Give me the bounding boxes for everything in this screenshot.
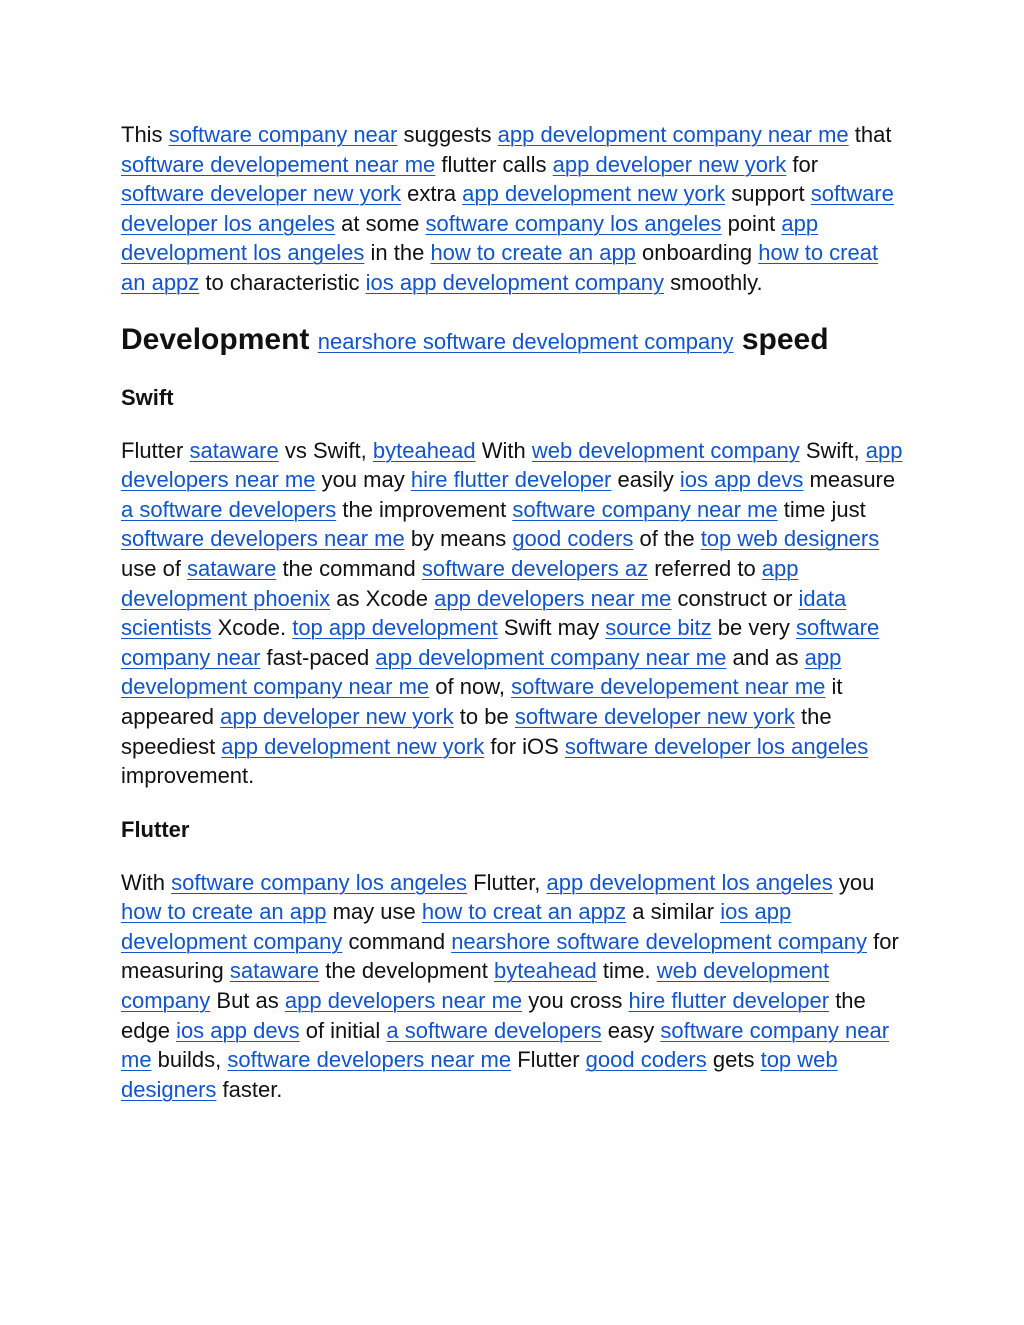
link-software-developer-los-angeles[interactable]: software developer los angeles	[564, 733, 869, 759]
text: you may	[315, 467, 411, 493]
text: flutter calls	[435, 151, 553, 177]
text: time.	[596, 958, 657, 984]
link-app-developers-near-me[interactable]: app developers near me	[284, 988, 523, 1014]
text: command	[342, 928, 452, 954]
link-ios-app-development-company[interactable]: ios app development company	[121, 899, 792, 954]
link-software-developer-new-york[interactable]: software developer new york	[514, 703, 795, 729]
text: easy	[601, 1017, 661, 1043]
link-how-to-create-an-app[interactable]: how to create an app	[121, 899, 327, 925]
text: Flutter	[121, 437, 190, 463]
text: With	[475, 437, 532, 463]
link-ios-app-development-company[interactable]: ios app development company	[365, 269, 664, 295]
text: the improvement	[336, 496, 513, 522]
link-nearshore-software-development-company[interactable]: nearshore software development company	[451, 928, 867, 954]
text: easily	[611, 467, 680, 493]
document-page	[121, 120, 906, 1104]
link-software-developers-near-me[interactable]: software developers near me	[227, 1047, 512, 1073]
heading-text: Development	[121, 322, 318, 356]
link-app-development-los-angeles[interactable]: app development los angeles	[546, 869, 833, 895]
text: measure	[803, 467, 896, 493]
text: fast-paced	[260, 644, 376, 670]
text: by means	[404, 526, 513, 552]
link-how-to-create-an-app[interactable]: how to create an app	[430, 240, 636, 266]
link-source-bitz[interactable]: source bitz	[605, 615, 712, 641]
text: Swift,	[799, 437, 866, 463]
text: time just	[777, 496, 866, 522]
text: at some	[335, 210, 426, 236]
text: the development	[319, 958, 495, 984]
link-how-to-creat-an-appz[interactable]: how to creat an appz	[421, 899, 627, 925]
text: be very	[711, 615, 797, 641]
link-a-software-developers[interactable]: a software developers	[386, 1017, 602, 1043]
link-software-company-near-me[interactable]: software company near me	[512, 496, 778, 522]
link-sataware[interactable]: sataware	[187, 555, 277, 581]
text: improvement.	[121, 763, 255, 789]
link-software-company-near[interactable]: software company near	[121, 615, 880, 670]
text: that	[848, 122, 892, 147]
text: builds,	[151, 1047, 228, 1073]
text: the speediest	[121, 703, 832, 759]
link-top-app-development[interactable]: top app development	[292, 615, 498, 641]
text: you cross	[522, 988, 629, 1014]
text: support	[725, 181, 811, 207]
text: onboarding	[635, 240, 759, 266]
link-byteahead[interactable]: byteahead	[372, 437, 476, 463]
text: of initial	[299, 1017, 387, 1043]
text: the edge	[121, 988, 866, 1043]
text: vs Swift,	[278, 437, 373, 463]
link-top-web-designers[interactable]: top web designers	[121, 1047, 838, 1102]
link-software-developer-new-york[interactable]: software developer new york	[121, 181, 402, 207]
link-app-development-new-york[interactable]: app development new york	[462, 181, 726, 207]
text: may use	[326, 899, 422, 925]
link-good-coders[interactable]: good coders	[585, 1047, 707, 1073]
text: as Xcode	[330, 585, 435, 611]
link-ios-app-devs[interactable]: ios app devs	[679, 467, 804, 493]
link-app-development-los-angeles[interactable]: app development los angeles	[121, 210, 819, 266]
link-software-company-near[interactable]: software company near	[168, 122, 398, 147]
link-software-developers-near-me[interactable]: software developers near me	[121, 526, 405, 552]
link-top-web-designers[interactable]: top web designers	[700, 526, 880, 552]
link-software-company-los-angeles[interactable]: software company los angeles	[171, 869, 468, 895]
link-nearshore-software-development-company[interactable]: nearshore software development company	[317, 328, 734, 354]
text: referred to	[648, 555, 762, 581]
link-software-developers-az[interactable]: software developers az	[421, 555, 649, 581]
text: faster.	[216, 1076, 283, 1102]
heading-flutter: Flutter	[121, 816, 190, 842]
text: for	[786, 151, 819, 177]
intro-paragraph	[121, 120, 906, 298]
link-a-software-developers[interactable]: a software developers	[121, 496, 337, 522]
text: With	[121, 869, 172, 895]
text: Flutter,	[467, 869, 547, 895]
link-sataware[interactable]: sataware	[189, 437, 279, 463]
text: to be	[453, 703, 515, 729]
text: extra	[401, 181, 463, 207]
flutter-paragraph	[121, 868, 906, 1105]
text: for iOS	[484, 733, 565, 759]
text: of now,	[429, 674, 512, 700]
text: Flutter	[511, 1047, 586, 1073]
link-app-developer-new-york[interactable]: app developer new york	[220, 703, 454, 729]
link-idata-scientists[interactable]: idata scientists	[121, 585, 847, 641]
link-web-development-company[interactable]: web development company	[121, 958, 830, 1014]
link-software-company-los-angeles[interactable]: software company los angeles	[425, 210, 722, 236]
heading-swift: Swift	[121, 384, 174, 410]
link-how-to-creat-an-appz[interactable]: how to creat an appz	[121, 240, 879, 295]
text: the command	[276, 555, 422, 581]
link-software-developement-near-me[interactable]: software developement near me	[511, 674, 826, 700]
link-sataware[interactable]: sataware	[229, 958, 320, 984]
text: you	[832, 869, 875, 895]
text: smoothly.	[664, 269, 763, 295]
text: point	[721, 210, 782, 236]
link-software-developement-near-me[interactable]: software developement near me	[121, 151, 436, 177]
link-hire-flutter-developer[interactable]: hire flutter developer	[410, 467, 612, 493]
link-software-company-near-me[interactable]: software company near me	[121, 1017, 890, 1073]
text: for measuring	[121, 928, 899, 984]
text: use of	[121, 555, 188, 581]
swift-paragraph	[121, 436, 906, 791]
text: Xcode.	[211, 615, 293, 641]
heading-development	[121, 320, 906, 362]
text: But as	[210, 988, 285, 1014]
link-app-developers-near-me[interactable]: app developers near me	[434, 585, 672, 611]
link-ios-app-devs[interactable]: ios app devs	[176, 1017, 300, 1043]
link-app-development-phoenix[interactable]: app development phoenix	[121, 555, 799, 611]
link-app-developer-new-york[interactable]: app developer new york	[552, 151, 787, 177]
link-app-development-company-near-me[interactable]: app development company near me	[121, 644, 842, 700]
text: Swift may	[497, 615, 606, 641]
text: suggests	[397, 122, 498, 147]
text: in the	[364, 240, 431, 266]
link-byteahead[interactable]: byteahead	[494, 958, 597, 984]
link-good-coders[interactable]: good coders	[512, 526, 634, 552]
text: construct or	[671, 585, 799, 611]
link-app-development-company-near-me[interactable]: app development company near me	[375, 644, 727, 670]
link-web-development-company[interactable]: web development company	[531, 437, 800, 463]
link-hire-flutter-developer[interactable]: hire flutter developer	[628, 988, 830, 1014]
text: and as	[726, 644, 805, 670]
heading-text: speed	[733, 322, 829, 356]
text: a similar	[626, 899, 721, 925]
link-app-development-company-near-me[interactable]: app development company near me	[497, 122, 849, 147]
link-software-developer-los-angeles[interactable]: software developer los angeles	[121, 181, 894, 236]
text: of the	[633, 526, 701, 552]
link-app-development-new-york[interactable]: app development new york	[221, 733, 485, 759]
text: it appeared	[121, 674, 843, 729]
link-app-developers-near-me[interactable]: app developers near me	[121, 437, 903, 493]
text: This	[121, 122, 169, 147]
text: to characteristic	[199, 269, 366, 295]
text: gets	[706, 1047, 761, 1073]
